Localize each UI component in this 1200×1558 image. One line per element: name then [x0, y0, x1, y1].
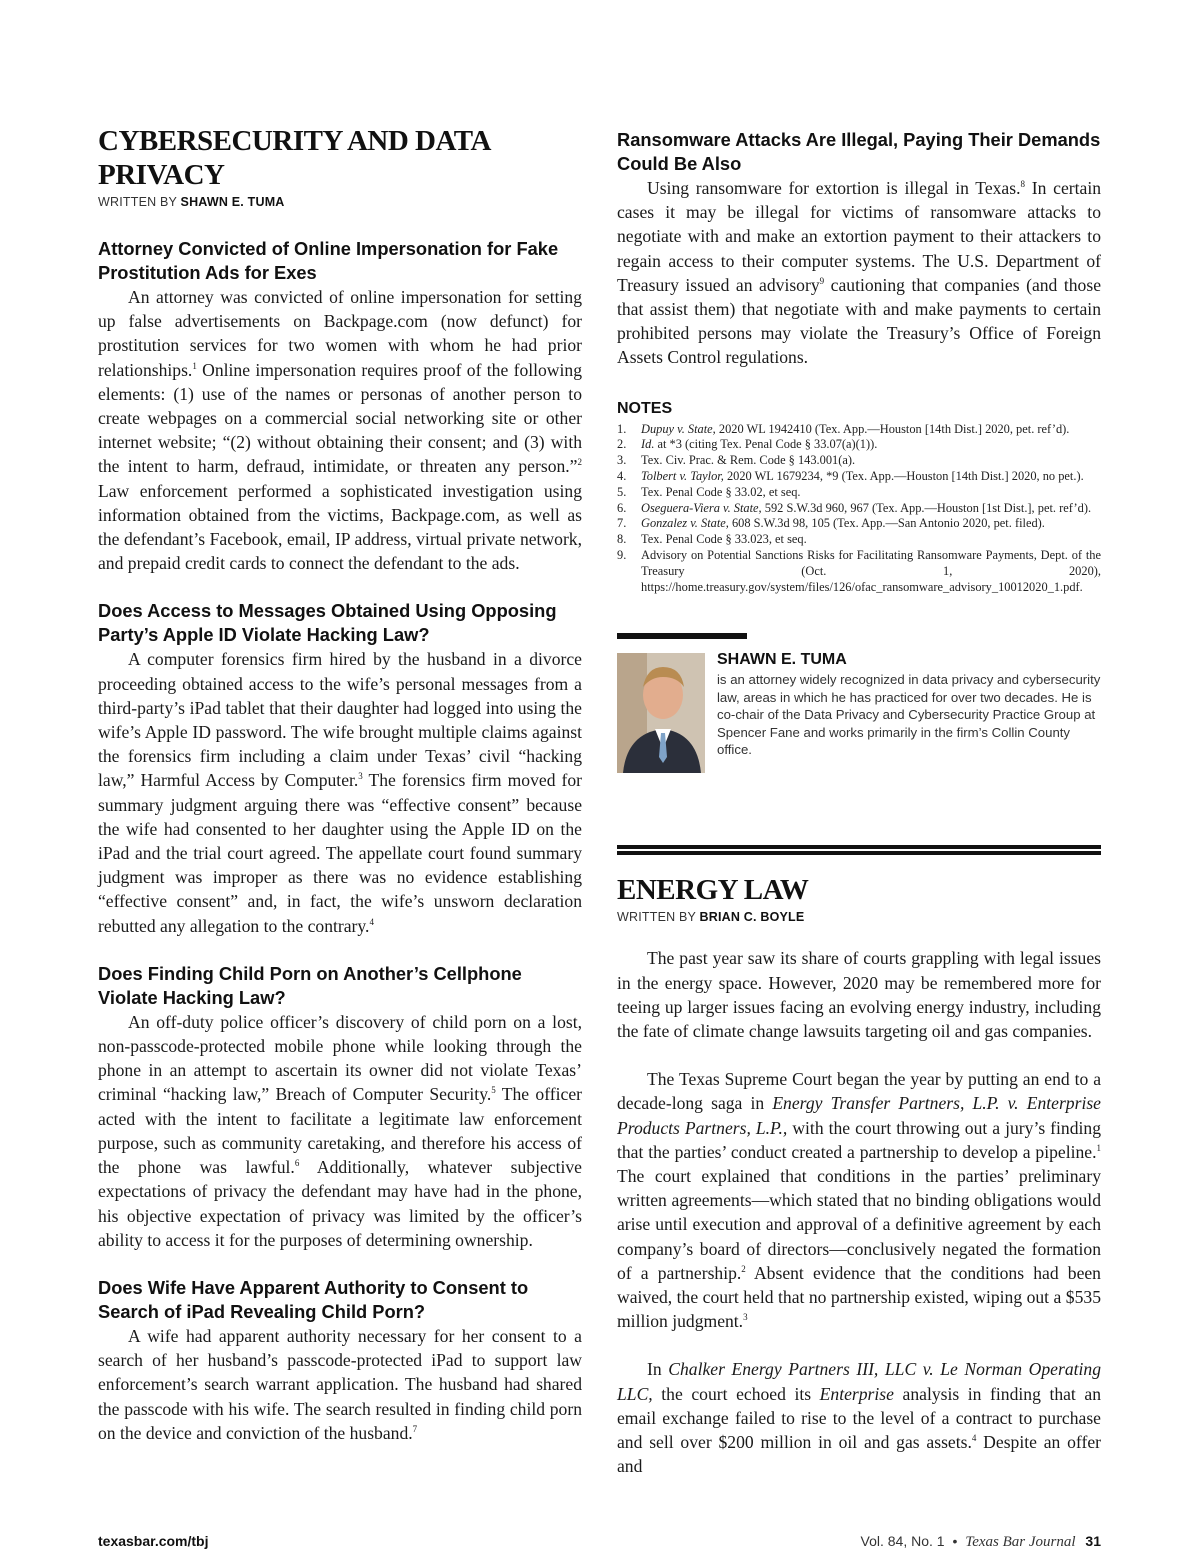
note-text — [641, 501, 1101, 517]
bio-rule — [617, 633, 747, 639]
notes-heading: NOTES — [617, 399, 673, 417]
subhead-cellphone: Does Finding Child Porn on Another’s Cellphone Violate Hacking Law? — [98, 962, 522, 1008]
note-item — [617, 469, 1101, 485]
bio-name: SHAWN E. TUMA — [717, 651, 847, 669]
footer-page-number: 31 — [1085, 1533, 1101, 1549]
note-citation: Tex. Penal Code § 33.023, et seq. — [641, 532, 807, 547]
note-case-name: Id. — [641, 437, 655, 452]
note-citation: Tex. Civ. Prac. & Rem. Code § 143.001(a). — [641, 453, 856, 468]
byline-prefix: WRITTEN BY — [98, 195, 177, 209]
note-citation: 608 S.W.3d 98, 105 (Tex. App.—San Antonio 2020, pet. filed). — [728, 516, 1045, 531]
note-case-name: Oseguera-Viera v. State, — [641, 500, 762, 515]
note-text — [641, 548, 1101, 595]
subhead-apple-id: Does Access to Messages Obtained Using Opposing Party’s Apple ID Violate Hacking Law? — [98, 600, 557, 646]
note-item — [617, 548, 1101, 595]
right-column — [617, 124, 1101, 1478]
footer-issue-info — [861, 1533, 1102, 1551]
footer-volume: Vol. 84, No. 1 — [860, 1533, 945, 1549]
paragraph-energy-transfer: The Texas Supreme Court began the year by putting an end to a decade-long saga in Energy Transfer Partners, L.P. v. Enterprise Products Partners, L.P., with the court throwing out a jury’s finding that the parties’ conduct created a partnership to develop a pipeline.$^1$ The court explained that conditions in the parties’ preliminary written agreements—which stated that no binding obligations would arise until execution and approval of a definitive agreement by each company’s board of directors—conclusively negated the formation of a partnership.$^2$ Absent evidence that the conditions had been waived, the court held that no partnership existed, wiping out a $535 million judgment.$^3$ — [617, 1069, 1102, 1332]
note-item — [617, 501, 1101, 517]
note-citation: Tex. Penal Code § 33.02, et seq. — [641, 484, 801, 499]
paragraph-chalker: In Chalker Energy Partners III, LLC v. Le Norman Operating LLC, the court echoed its Enterprise analysis in finding that an email exchange failed to rise to the level of a contract to purchase and sell over $200 million in oil and gas assets.$^4$ Despite an offer and — [617, 1359, 1102, 1477]
note-number: 3. — [617, 453, 627, 468]
bio-description: is an attorney widely recognized in data privacy and cybersecurity law, areas in which he has practiced for over two decades. He is co-chair of the Data Privacy and Cybersecurity Practice Group at Spencer Fane and works primarily in the firm’s Collin County office. — [717, 672, 1101, 758]
note-citation: 2020 WL 1942410 (Tex. App.—Houston [14th Dist.] 2020, pet. ref’d). — [715, 421, 1070, 436]
note-citation: 2020 WL 1679234, *9 (Tex. App.—Houston [14th Dist.] 2020, no pet.). — [723, 469, 1084, 484]
energy-byline-author: BRIAN C. BOYLE — [699, 910, 805, 925]
note-item — [617, 485, 1101, 501]
paragraph-energy-intro: The past year saw its share of courts grappling with legal issues in the energy space. However, 2020 may be remembered more for teeing up larger issues facing an evolving energy industry, including the fate of climate change lawsuits targeting oil and gas companies. — [617, 948, 1101, 1041]
note-number: 9. — [617, 548, 627, 562]
footer-journal: Texas Bar Journal — [965, 1534, 1076, 1550]
note-item — [617, 532, 1101, 548]
paragraph-apple-id: A computer forensics firm hired by the husband in a divorce proceeding obtained access to the wife’s personal messages from a third-party’s iPad tablet that their daughter had logged into using the wife’s Apple ID password. The wife brought multiple claims against the forensics firm including a claim under Texas’ civil “hacking law,” Harmful Access by Computer.$^3$ The forensics firm moved for summary judgment arguing there was “effective consent” because the wife had consented to her daughter using the Apple ID on the iPad and the trial court agreed. The appellate court found summary judgment was improper as there was no evidence establishing “effective consent” and, in fact, the wife’s unsworn declaration rebutted any allegation to the contrary.$^4$ — [98, 649, 583, 936]
note-citation: 592 S.W.3d 960, 967 (Tex. App.—Houston [1st Dist.], pet. ref’d). — [761, 500, 1092, 515]
note-number: 8. — [617, 532, 627, 547]
section-title-cybersecurity: CYBERSECURITY AND DATA PRIVACY — [98, 125, 490, 191]
note-case-name: Dupuy v. State, — [641, 421, 716, 436]
note-number: 5. — [617, 484, 627, 499]
subhead-attorney-convicted: Attorney Convicted of Online Impersonation for Fake Prostitution Ads for Exes — [98, 238, 559, 283]
note-number: 2. — [617, 437, 627, 452]
note-text — [641, 422, 1101, 438]
notes-list — [617, 422, 1101, 596]
author-bio — [617, 633, 1101, 773]
note-item — [617, 422, 1101, 438]
note-text — [641, 485, 1101, 501]
note-text — [641, 532, 1101, 548]
footer-bullet: • — [952, 1533, 958, 1549]
note-citation: at *3 (citing Tex. Penal Code § 33.07(a)(1)). — [654, 437, 878, 452]
note-text — [641, 453, 1101, 469]
footer-site-link[interactable]: texasbar.com/tbj — [98, 1533, 209, 1549]
author-photo — [617, 653, 705, 773]
left-column — [98, 124, 582, 1445]
note-text — [641, 469, 1101, 485]
section-divider — [617, 845, 1101, 855]
note-item — [617, 437, 1101, 453]
paragraph-ransomware: Using ransomware for extortion is illegal in Texas.$^8$ In certain cases it may be illegal for victims of ransomware attacks to negotiate with and make an extortion payment to their attackers to regain access to their computer systems. The U.S. Department of Treasury issued an advisory$^9$ cautioning that companies (and those that assist them) that negotiate with and make payments to certain prohibited persons may violate the Treasury’s Office of Foreign Assets Control regulations. — [617, 178, 1102, 368]
subhead-ransomware: Ransomware Attacks Are Illegal, Paying Their Demands Could Be Also — [617, 129, 1101, 174]
note-case-name: Tolbert v. Taylor, — [641, 469, 724, 484]
note-item — [617, 453, 1101, 469]
note-number: 7. — [617, 516, 627, 531]
paragraph-attorney-convicted: An attorney was convicted of online impersonation for setting up false advertisements on Backpage.com (now defunct) for prostitution services for two women with whom he had prior relationships.$^1$ Online impersonation requires proof of the following elements: (1) use of the names or personas of another person to create webpages on a commercial social networking site or other internet website; “(2) without obtaining their consent; and (3) with the intent to harm, defraud, intimidate, or threaten any person.”$^2$ Law enforcement performed a sophisticated investigation using information obtained from the victims, Backpage.com, as well as the defendant’s Facebook, email, IP address, virtual private network, and prepaid credit cards to connect the defendant to the ads. — [98, 287, 582, 574]
author-portrait-image — [617, 653, 705, 773]
note-number: 6. — [617, 500, 627, 515]
energy-byline: WRITTEN BY BRIAN C. BOYLE — [617, 910, 805, 925]
paragraph-cellphone: An off-duty police officer’s discovery of child porn on a lost, non-passcode-protected mobile phone while looking through the phone in an attempt to ascertain its owner did not violate Texas’ criminal “hacking law,” Breach of Computer Security.$^5$ The officer acted with the intent to facilitate a legitimate law enforcement purpose, such as community caretaking, and therefore his access of the phone was lawful.$^6$ Additionally, whatever subjective expectations of privacy the defendant may have had in the phone, his objective expectation of privacy was limited by the officer’s ability to access it for the purposes of determining ownership. — [98, 1011, 582, 1250]
note-number: 4. — [617, 469, 627, 484]
note-number: 1. — [617, 421, 627, 436]
byline-author: SHAWN E. TUMA — [180, 195, 285, 209]
paragraph-apparent-authority: A wife had apparent authority necessary for her consent to a search of her husband’s passcode-protected iPad to support law enforcement’s search warrant application. The husband had shared the passcode with his wife. The search resulted in finding child porn on the device and conviction of the husband.$^7$ — [98, 1325, 582, 1443]
note-citation: Advisory on Potential Sanctions Risks for Facilitating Ransomware Payments, Dept. of the Treasury (Oct. 1, 2020), https://home.treasury.gov/system/files/126/ofac_ransomware_advisory_10012020_1.pdf. — [641, 548, 1101, 594]
note-text — [641, 516, 1101, 532]
subhead-apparent-authority: Does Wife Have Apparent Authority to Consent to Search of iPad Revealing Child Porn? — [98, 1276, 529, 1322]
note-case-name: Gonzalez v. State, — [641, 516, 729, 531]
byline — [98, 195, 582, 209]
section-title-energy: ENERGY LAW — [617, 874, 809, 907]
note-item — [617, 516, 1101, 532]
note-text — [641, 437, 1101, 453]
